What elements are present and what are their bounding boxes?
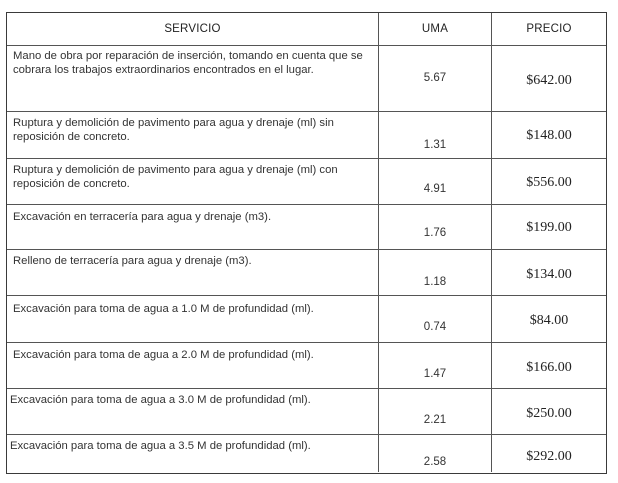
table-header-row: [7, 13, 606, 46]
service-description: Excavación para toma de agua a 3.5 M de profundidad (ml).: [10, 440, 311, 452]
price-value: $134.00: [526, 267, 572, 282]
table-row: [7, 343, 606, 389]
table-row: [7, 46, 606, 112]
price-cell: [492, 112, 606, 158]
uma-cell: [379, 250, 492, 295]
uma-cell: [379, 296, 492, 342]
header-precio: PRECIO: [526, 23, 572, 35]
table-row: [7, 389, 606, 435]
service-description: Ruptura y demolición de pavimento para agua y drenaje (ml) con reposición de concreto.: [13, 164, 338, 190]
service-cell: [7, 112, 379, 158]
uma-value: 1.31: [423, 139, 447, 151]
service-description: Ruptura y demolición de pavimento para agua y drenaje (ml) sin reposición de concreto.: [13, 117, 334, 143]
price-cell: [492, 159, 606, 204]
service-description: Excavación en terracería para agua y drenaje (m3).: [13, 211, 272, 223]
header-uma: UMA: [421, 23, 449, 35]
uma-value: 0.74: [423, 321, 447, 333]
price-cell: [492, 46, 606, 111]
uma-cell: [379, 112, 492, 158]
uma-value: 1.18: [423, 276, 447, 288]
service-cell: [7, 159, 379, 204]
table-row: [7, 159, 606, 205]
header-cell-precio: [492, 13, 606, 45]
service-cell: [7, 296, 379, 342]
uma-cell: [379, 46, 492, 111]
uma-value: 5.67: [423, 72, 447, 84]
service-description: Excavación para toma de agua a 2.0 M de profundidad (ml).: [13, 349, 314, 361]
uma-cell: [379, 159, 492, 204]
price-value: $84.00: [529, 313, 569, 328]
uma-value: 1.76: [423, 227, 447, 239]
price-cell: [492, 296, 606, 342]
service-cell: [7, 46, 379, 111]
price-cell: [492, 343, 606, 388]
table-row: [7, 112, 606, 159]
uma-value: 4.91: [423, 183, 447, 195]
table-row: [7, 435, 606, 472]
uma-cell: [379, 343, 492, 388]
service-cell: [7, 343, 379, 388]
table-row: [7, 250, 606, 296]
header-servicio: SERVICIO: [164, 23, 221, 35]
service-description: Excavación para toma de agua a 3.0 M de profundidad (ml).: [10, 394, 311, 406]
price-cell: [492, 435, 606, 472]
service-cell: [7, 205, 379, 249]
price-cell: [492, 250, 606, 295]
uma-value: 1.47: [423, 368, 447, 380]
service-cell: [7, 250, 379, 295]
price-value: $199.00: [526, 220, 572, 235]
price-table: [6, 12, 607, 474]
price-value: $148.00: [526, 128, 572, 143]
price-cell: [492, 389, 606, 434]
service-cell: [7, 435, 379, 472]
uma-value: 2.21: [423, 414, 447, 426]
table-row: [7, 296, 606, 343]
price-value: $642.00: [526, 73, 572, 88]
uma-cell: [379, 435, 492, 472]
service-cell: [7, 389, 379, 434]
header-cell-uma: [379, 13, 492, 45]
uma-cell: [379, 389, 492, 434]
service-description: Relleno de terracería para agua y drenaje (m3).: [13, 255, 252, 267]
service-description: Mano de obra por reparación de inserción, tomando en cuenta que se cobrara los trabajos extraordinarios encontrados en el lugar.: [13, 50, 363, 76]
price-value: $250.00: [526, 406, 572, 421]
uma-value: 2.58: [423, 456, 447, 468]
uma-cell: [379, 205, 492, 249]
header-cell-servicio: [7, 13, 379, 45]
price-value: $556.00: [526, 175, 572, 190]
table-row: [7, 205, 606, 250]
service-description: Excavación para toma de agua a 1.0 M de profundidad (ml).: [13, 303, 314, 315]
price-value: $292.00: [526, 449, 572, 464]
price-cell: [492, 205, 606, 249]
price-value: $166.00: [526, 360, 572, 375]
